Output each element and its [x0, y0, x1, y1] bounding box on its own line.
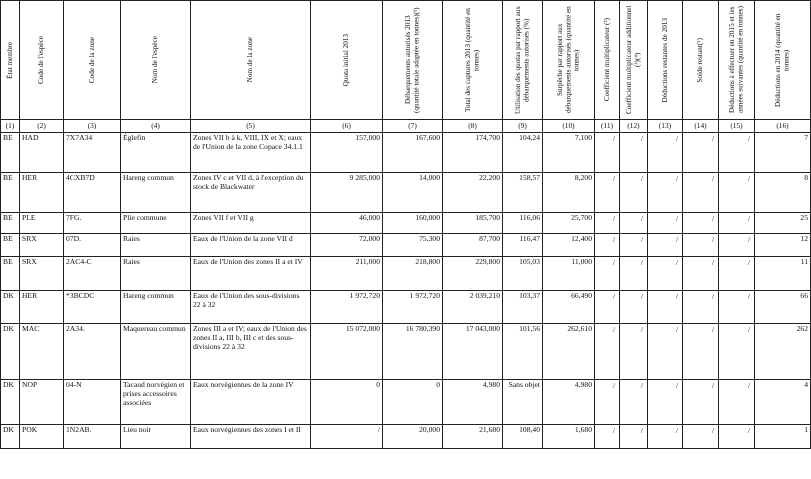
header-label: Total des captures 2013 (quantité en tonnes) [464, 8, 481, 112]
cell-value: / [711, 292, 714, 301]
additional-multiplier-cell [620, 133, 648, 173]
total-catches-cell: 17 043,000 [443, 324, 503, 380]
header-label: Déductions à effectuer en 2015 et les années suivantes (quantité en tonnes) [728, 6, 745, 114]
multiplier-cell [595, 234, 620, 257]
zone-code-cell: 2AC4-C [64, 257, 121, 291]
allowed-landings-cell: 75,300 [383, 234, 443, 257]
additional-multiplier-cell [620, 234, 648, 257]
total-catches-cell: 22,200 [443, 173, 503, 213]
overfishing-cell: 11,000 [543, 257, 595, 291]
allowed-landings-cell: 16 780,390 [383, 324, 443, 380]
header-cell [543, 1, 595, 120]
quota-utilisation-cell: 116,47 [503, 234, 543, 257]
header-label: Utilisation des quotas par rapport aux débarquements autorisés (%) [514, 6, 531, 114]
remaining-balance-cell [683, 425, 719, 449]
initial-quota-cell: 72,000 [311, 234, 383, 257]
additional-multiplier-cell [620, 380, 648, 425]
deductions-2014-cell: 262 [755, 324, 811, 380]
zone-code-cell: *3BCDC [64, 291, 121, 324]
zone-code-cell: 4CXB7D [64, 173, 121, 213]
species-code-cell: HER [20, 173, 64, 213]
column-number: (7) [383, 120, 443, 133]
header-label: Déductions en 2014 (quantité en tonnes) [774, 13, 791, 107]
column-number: (12) [620, 120, 648, 133]
cell-value: / [675, 214, 678, 223]
initial-quota-cell: 157,000 [311, 133, 383, 173]
quota-utilisation-cell: 116,06 [503, 213, 543, 234]
cell-value: / [711, 174, 714, 183]
future-deductions-cell [719, 380, 755, 425]
remaining-balance-cell [683, 291, 719, 324]
header-label: Débarquements autorisés 2013 (quantité totale adaptée en tonnes)(¹) [404, 7, 421, 113]
initial-quota-cell: 0 [311, 380, 383, 425]
cell-value: / [747, 214, 750, 223]
cell-value: / [612, 258, 615, 267]
cell-value: / [711, 325, 714, 334]
zone-name-cell: Zones IV c et VII d, à l'exception du stock de Blackwater [191, 173, 311, 213]
table-row [1, 257, 811, 291]
deductions-2014-cell: 4 [755, 380, 811, 425]
header-cell [683, 1, 719, 120]
quota-utilisation-cell: 104,24 [503, 133, 543, 173]
quota-utilisation-cell: 108,40 [503, 425, 543, 449]
cell-value: / [612, 325, 615, 334]
future-deductions-cell [719, 213, 755, 234]
initial-quota-cell: / [311, 425, 383, 449]
table-row [1, 173, 811, 213]
additional-multiplier-cell [620, 324, 648, 380]
remaining-balance-cell [683, 324, 719, 380]
cell-value: / [612, 426, 615, 435]
overfishing-cell: 262,610 [543, 324, 595, 380]
header-cell [20, 1, 64, 120]
cell-value: / [711, 381, 714, 390]
member-state-cell: DK [1, 291, 20, 324]
member-state-cell: DK [1, 425, 20, 449]
initial-quota-cell: 15 072,000 [311, 324, 383, 380]
remaining-balance-cell [683, 213, 719, 234]
quota-utilisation-cell: 101,56 [503, 324, 543, 380]
deductions-2014-cell: 66 [755, 291, 811, 324]
cell-value: / [711, 235, 714, 244]
header-cell [311, 1, 383, 120]
zone-code-cell: 7X7A34 [64, 133, 121, 173]
cell-value: / [675, 381, 678, 390]
header-cell [191, 1, 311, 120]
overfishing-cell: 12,400 [543, 234, 595, 257]
multiplier-cell [595, 425, 620, 449]
zone-name-cell: Eaux norvégiennes des zones I et II [191, 425, 311, 449]
zone-code-cell: 07D. [64, 234, 121, 257]
cell-value: / [640, 258, 643, 267]
multiplier-cell [595, 380, 620, 425]
quota-utilisation-cell: 105,03 [503, 257, 543, 291]
cell-value: / [640, 214, 643, 223]
column-number: (1) [1, 120, 20, 133]
header-cell [64, 1, 121, 120]
deductions-2014-cell: 12 [755, 234, 811, 257]
cell-value: / [612, 134, 615, 143]
allowed-landings-cell: 1 972,720 [383, 291, 443, 324]
header-cell [443, 1, 503, 120]
total-catches-cell: 174,700 [443, 133, 503, 173]
cell-value: / [711, 134, 714, 143]
header-label: Quota initial 2013 [342, 33, 351, 87]
initial-quota-cell: 1 972,720 [311, 291, 383, 324]
header-label: Coefficient multiplicateur (²) [602, 18, 611, 102]
header-cell [648, 1, 683, 120]
header-cell [719, 1, 755, 120]
remaining-balance-cell [683, 173, 719, 213]
species-name-cell: Hareng commun [121, 173, 191, 213]
table-row [1, 234, 811, 257]
remaining-balance-cell [683, 380, 719, 425]
remaining-deductions-cell [648, 380, 683, 425]
header-label: Solde restant(⁵) [696, 37, 705, 83]
member-state-cell: BE [1, 133, 20, 173]
column-number: (14) [683, 120, 719, 133]
cell-value: / [640, 134, 643, 143]
allowed-landings-cell: 160,000 [383, 213, 443, 234]
cell-value: / [640, 292, 643, 301]
header-label: Code de la zone [87, 36, 96, 84]
allowed-landings-cell: 167,600 [383, 133, 443, 173]
remaining-balance-cell [683, 234, 719, 257]
initial-quota-cell: 9 285,000 [311, 173, 383, 213]
zone-name-cell: Zones VII b à k, VIII, IX et X; eaux de l'Union de la zone Copace 34.1.1 [191, 133, 311, 173]
species-name-cell: Plie commune [121, 213, 191, 234]
species-code-cell: HER [20, 291, 64, 324]
zone-name-cell: Eaux norvégiennes de la zone IV [191, 380, 311, 425]
remaining-deductions-cell [648, 173, 683, 213]
deductions-2014-cell: 11 [755, 257, 811, 291]
multiplier-cell [595, 291, 620, 324]
cell-value: / [612, 292, 615, 301]
deductions-2014-cell: 1 [755, 425, 811, 449]
remaining-deductions-cell [648, 257, 683, 291]
column-number: (5) [191, 120, 311, 133]
species-name-cell: Tacaud norvégien et prises accessoires associées [121, 380, 191, 425]
remaining-deductions-cell [648, 324, 683, 380]
remaining-deductions-cell [648, 291, 683, 324]
additional-multiplier-cell [620, 213, 648, 234]
cell-value: / [675, 258, 678, 267]
column-number: (6) [311, 120, 383, 133]
total-catches-cell: 87,700 [443, 234, 503, 257]
species-code-cell: POK [20, 425, 64, 449]
initial-quota-cell: 211,000 [311, 257, 383, 291]
species-name-cell: Raies [121, 257, 191, 291]
member-state-cell: DK [1, 324, 20, 380]
column-number: (10) [543, 120, 595, 133]
header-cell [383, 1, 443, 120]
species-code-cell: SRX [20, 234, 64, 257]
cell-value: / [675, 325, 678, 334]
member-state-cell: DK [1, 380, 20, 425]
cell-value: / [675, 426, 678, 435]
column-number: (2) [20, 120, 64, 133]
column-number: (9) [503, 120, 543, 133]
overfishing-cell: 4,980 [543, 380, 595, 425]
zone-code-cell: 1N2AB. [64, 425, 121, 449]
quota-utilisation-cell: Sans objet [503, 380, 543, 425]
cell-value: / [675, 235, 678, 244]
remaining-deductions-cell [648, 234, 683, 257]
overfishing-cell: 8,200 [543, 173, 595, 213]
cell-value: / [612, 174, 615, 183]
quota-utilisation-cell: 158,57 [503, 173, 543, 213]
column-number: (4) [121, 120, 191, 133]
zone-code-cell: 2A34. [64, 324, 121, 380]
header-cell [595, 1, 620, 120]
zone-name-cell: Eaux de l'Union des sous-divisions 22 à 32 [191, 291, 311, 324]
table-row [1, 133, 811, 173]
cell-value: / [675, 292, 678, 301]
zone-code-cell: 04-N [64, 380, 121, 425]
total-catches-cell: 2 039,210 [443, 291, 503, 324]
species-name-cell: Raies [121, 234, 191, 257]
species-code-cell: PLE [20, 213, 64, 234]
cell-value: / [711, 258, 714, 267]
deductions-2014-cell: 8 [755, 173, 811, 213]
future-deductions-cell [719, 257, 755, 291]
species-code-cell: NOP [20, 380, 64, 425]
cell-value: / [675, 134, 678, 143]
cell-value: / [640, 381, 643, 390]
multiplier-cell [595, 324, 620, 380]
remaining-deductions-cell [648, 133, 683, 173]
header-label: Nom de l'espèce [151, 36, 160, 84]
future-deductions-cell [719, 291, 755, 324]
header-label: Nom de la zone [246, 37, 255, 83]
header-cell [503, 1, 543, 120]
multiplier-cell [595, 133, 620, 173]
zone-name-cell: Zones III a et IV; eaux de l'Union des zones II a, III b, III c et des sous-divisions 22 à 32 [191, 324, 311, 380]
species-name-cell: Églefin [121, 133, 191, 173]
total-catches-cell: 4,980 [443, 380, 503, 425]
overfishing-cell: 66,490 [543, 291, 595, 324]
table-row [1, 213, 811, 234]
cell-value: / [747, 426, 750, 435]
species-code-cell: MAC [20, 324, 64, 380]
member-state-cell: BE [1, 234, 20, 257]
cell-value: / [747, 134, 750, 143]
additional-multiplier-cell [620, 425, 648, 449]
cell-value: / [612, 214, 615, 223]
header-label: Coefficient multiplicateur additionnel (³)(⁴) [625, 5, 642, 115]
future-deductions-cell [719, 133, 755, 173]
deductions-2014-cell: 7 [755, 133, 811, 173]
deductions-2014-cell: 25 [755, 213, 811, 234]
future-deductions-cell [719, 425, 755, 449]
additional-multiplier-cell [620, 173, 648, 213]
total-catches-cell: 185,700 [443, 213, 503, 234]
allowed-landings-cell: 14,000 [383, 173, 443, 213]
cell-value: / [747, 235, 750, 244]
zone-code-cell: 7FG. [64, 213, 121, 234]
header-cell [755, 1, 811, 120]
total-catches-cell: 229,800 [443, 257, 503, 291]
cell-value: / [640, 325, 643, 334]
additional-multiplier-cell [620, 257, 648, 291]
species-name-cell: Maquereau commun [121, 324, 191, 380]
cell-value: / [747, 292, 750, 301]
species-code-cell: SRX [20, 257, 64, 291]
multiplier-cell [595, 173, 620, 213]
future-deductions-cell [719, 234, 755, 257]
column-number-row [1, 120, 811, 133]
zone-name-cell: Zones VII f et VII g [191, 213, 311, 234]
column-number: (13) [648, 120, 683, 133]
member-state-cell: BE [1, 257, 20, 291]
header-cell [121, 1, 191, 120]
species-code-cell: HAD [20, 133, 64, 173]
cell-value: / [747, 325, 750, 334]
table-row [1, 425, 811, 449]
overfishing-cell: 1,680 [543, 425, 595, 449]
multiplier-cell [595, 257, 620, 291]
cell-value: / [640, 235, 643, 244]
header-cell [1, 1, 20, 120]
member-state-cell: BE [1, 173, 20, 213]
header-label: Code de l'espèce [37, 36, 46, 84]
header-cell [620, 1, 648, 120]
column-number: (3) [64, 120, 121, 133]
column-number: (16) [755, 120, 811, 133]
header-label: Surpêche par rapport aux débarquements autorisés (quantité en tonnes) [556, 6, 581, 114]
cell-value: / [747, 381, 750, 390]
table-row [1, 380, 811, 425]
column-number: (15) [719, 120, 755, 133]
allowed-landings-cell: 0 [383, 380, 443, 425]
member-state-cell: BE [1, 213, 20, 234]
header-label: État membre [5, 41, 14, 79]
remaining-deductions-cell [648, 425, 683, 449]
zone-name-cell: Eaux de l'Union de la zone VII d [191, 234, 311, 257]
cell-value: / [747, 258, 750, 267]
cell-value: / [711, 426, 714, 435]
cell-value: / [640, 426, 643, 435]
table-row [1, 291, 811, 324]
overfishing-cell: 7,100 [543, 133, 595, 173]
cell-value: / [675, 174, 678, 183]
initial-quota-cell: 46,000 [311, 213, 383, 234]
column-number: (8) [443, 120, 503, 133]
cell-value: / [747, 174, 750, 183]
remaining-balance-cell [683, 133, 719, 173]
cell-value: / [640, 174, 643, 183]
species-name-cell: Lieu noir [121, 425, 191, 449]
cell-value: / [711, 214, 714, 223]
zone-name-cell: Eaux de l'Union des zones II a et IV [191, 257, 311, 291]
header-row [1, 1, 811, 120]
column-number: (11) [595, 120, 620, 133]
cell-value: / [612, 235, 615, 244]
additional-multiplier-cell [620, 291, 648, 324]
future-deductions-cell [719, 324, 755, 380]
remaining-deductions-cell [648, 213, 683, 234]
header-label: Déductions restantes de 2013 [660, 17, 669, 103]
total-catches-cell: 21,680 [443, 425, 503, 449]
species-name-cell: Hareng commun [121, 291, 191, 324]
cell-value: / [612, 381, 615, 390]
overfishing-cell: 25,700 [543, 213, 595, 234]
future-deductions-cell [719, 173, 755, 213]
multiplier-cell [595, 213, 620, 234]
table-row [1, 324, 811, 380]
allowed-landings-cell: 20,000 [383, 425, 443, 449]
remaining-balance-cell [683, 257, 719, 291]
quota-utilisation-cell: 103,37 [503, 291, 543, 324]
allowed-landings-cell: 218,800 [383, 257, 443, 291]
